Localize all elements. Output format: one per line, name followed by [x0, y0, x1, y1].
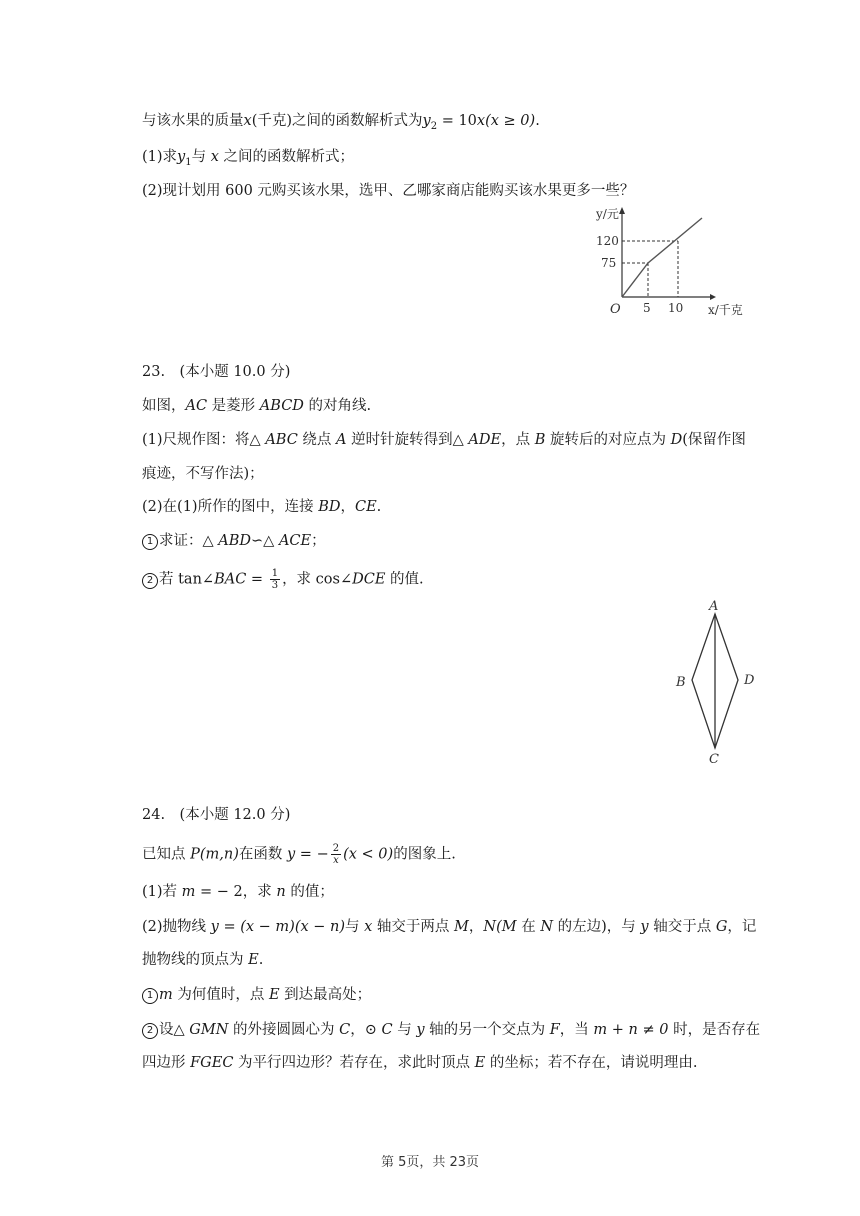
vertex-d-label: D — [744, 673, 755, 688]
q22-part2: (2)现计划用 600 元购买该水果，选甲、乙哪家商店能购买该水果更多一些？ — [142, 183, 635, 199]
page-footer: 第 5页，共 23页 — [380, 1155, 480, 1170]
q24-part2-line1: (2)抛物线 y = (x − m)(x − n)与 x 轴交于两点 M，N(M 在 N 的左边)，与 y 轴交于点 G，记 — [142, 919, 757, 935]
q23-part1-line1: (1)尺规作图：将△ ABC 绕点 A 逆时针旋转得到△ ADE，点 B 旋转后的对应点为 D(保留作图 — [142, 432, 746, 448]
q24-intro: 已知点 P(m,n)在函数 y = − $\frac{2}{x}$ (x < 0)的图象上. — [142, 843, 456, 866]
q24-sub2-line1: 2 设△ GMN 的外接圆圆心为 C，⊙ C 与 y 轴的另一个交点为 F，当 m + n ≠ 0 时，是否存在 — [142, 1020, 760, 1040]
x-tick-10: 10 — [668, 301, 684, 315]
circled-number-2: 2 — [142, 1023, 158, 1039]
x-axis-arrow — [710, 294, 716, 300]
q23-part2: (2)在(1)所作的图中，连接 BD，CE. — [142, 499, 382, 515]
y-tick-75: 75 — [601, 256, 617, 270]
vertex-a-label: A — [709, 599, 719, 614]
circled-number-1: 1 — [142, 988, 158, 1004]
q24-part1: (1)若 m = − 2，求 n 的值； — [142, 884, 334, 900]
q24-sub1: 1 m 为何值时，点 E 到达最高处； — [142, 985, 371, 1005]
q22-line-function-y2: 与该水果的质量x(千克)之间的函数解析式为$y_2 = 10x(x \ge 0)$. — [142, 113, 540, 132]
q23-header: 23. (本小题 10.0 分) — [142, 364, 291, 380]
q24-header: 24. (本小题 12.0 分) — [142, 807, 291, 823]
x-tick-5: 5 — [643, 301, 651, 315]
q23-rhombus-figure — [668, 596, 768, 770]
price-line — [622, 218, 702, 297]
fraction-one-third: $\frac{1}{3}$ — [271, 568, 279, 591]
q24-sub2-line2: 四边形 FGEC 为平行四边形？若存在，求此时顶点 E 的坐标；若不存在，请说明理由. — [142, 1055, 698, 1071]
y-axis-arrow — [619, 207, 625, 214]
circled-number-2: 2 — [142, 573, 158, 589]
vertex-c-label: C — [709, 752, 719, 767]
circled-number-1: 1 — [142, 534, 158, 550]
q22-price-graph — [596, 200, 766, 325]
y-tick-120: 120 — [596, 234, 619, 248]
q23-sub2: 2 若 tan∠BAC = $\frac{1}{3}$ ，求 cos∠DCE 的值. — [142, 568, 424, 591]
q22-part1: (1)求$y_1$与 x 之间的函数解析式； — [142, 149, 355, 168]
x-axis-label: x/千克 — [708, 303, 743, 317]
vertex-b-label: B — [676, 675, 686, 690]
y-axis-label: y/元 — [596, 207, 619, 221]
origin-label: O — [610, 302, 621, 317]
q24-part2-line2: 抛物线的顶点为 E. — [142, 952, 264, 968]
fraction-2-over-x: $\frac{2}{x}$ — [332, 843, 340, 866]
q23-intro: 如图，AC 是菱形 ABCD 的对角线. — [142, 398, 372, 414]
q23-sub1: 1 求证：△ ABD∽△ ACE； — [142, 531, 326, 551]
q23-part1-line2: 痕迹，不写作法)； — [142, 466, 264, 482]
